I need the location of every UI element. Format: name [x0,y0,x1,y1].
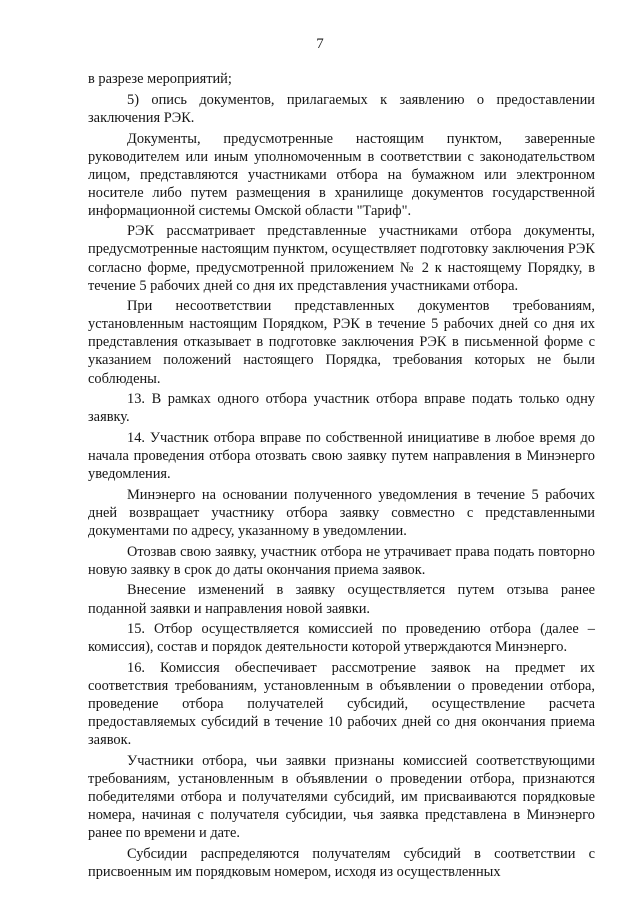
paragraph-amendments: Внесение изменений в заявку осуществляется путем отзыва ранее поданной заявки и направления новой заявки. [88,582,595,617]
paragraph-document-certification: Документы, предусмотренные настоящим пунктом, заверенные руководителем или иным уполномоченным в соответствии с законодательством лицом, представляются участниками отбора на бумажном или электронном носителе либо путем размещения в хранилище документов государственной информационной системы Омской области "Тариф". [88,130,595,219]
paragraph-item-13: 13. В рамках одного отбора участник отбора вправе подать только одну заявку. [88,391,595,426]
paragraph-activities-breakdown: в разрезе мероприятий; [88,71,232,87]
paragraph-winners: Участники отбора, чьи заявки признаны комиссией соответствующими требованиям, установленным в объявлении о проведении отбора, признаются победителями отбора и получателями субсидий, им присваиваются порядковые номера, начиная с получателя субсидии, чья заявка представлена в Минэнерго ранее по времени и дате. [88,752,595,842]
paragraph-subsidy-distribution: Субсидии распределяются получателям субсидий в соответствии с присвоенным им порядковым номером, исходя из осуществленных [88,845,595,880]
page-number: 7 [316,36,324,52]
paragraph-resubmission: Отозвав свою заявку, участник отбора не утрачивает права подать повторно новую заявку в срок до даты окончания приема заявок. [88,543,595,578]
paragraph-item-15: 15. Отбор осуществляется комиссией по проведению отбора (далее – комиссия), состав и порядок деятельности которой утверждаются Минэнерго. [88,621,595,656]
paragraph-rek-refusal: При несоответствии представленных документов требованиям, установленным настоящим Порядком, РЭК в течение 5 рабочих дней со дня их представления отказывает в подготовке заключения РЭК в письменной форме с указанием положений настоящего Порядка, требования которых не были соблюдены. [88,298,595,387]
paragraph-item-14: 14. Участник отбора вправе по собственной инициативе в любое время до начала проведения отбора отозвать свою заявку путем направления в Минэнерго уведомления. [88,430,595,483]
paragraph-document-inventory: 5) опись документов, прилагаемых к заявлению о предоставлении заключения РЭК. [88,91,595,126]
paragraph-minenergo-return: Минэнерго на основании полученного уведомления в течение 5 рабочих дней возвращает участнику отбора заявку совместно с представленными документами по адресу, указанному в уведомлении. [88,486,595,539]
paragraph-item-16: 16. Комиссия обеспечивает рассмотрение заявок на предмет их соответствия требованиям, установленным в объявлении о проведении отбора, проведение отбора получателей субсидий, осуществление расчета предоставляемых субсидий в течение 10 рабочих дней со дня окончания приема заявок. [88,660,595,749]
document-body [88,70,595,881]
paragraph-rek-review: РЭК рассматривает представленные участниками отбора документы, предусмотренные настоящим пунктом, осуществляет подготовку заключения РЭК согласно форме, предусмотренной приложением № 2 к настоящему Порядку, в течение 5 рабочих дней со дня их представления участниками отбора. [88,223,595,294]
